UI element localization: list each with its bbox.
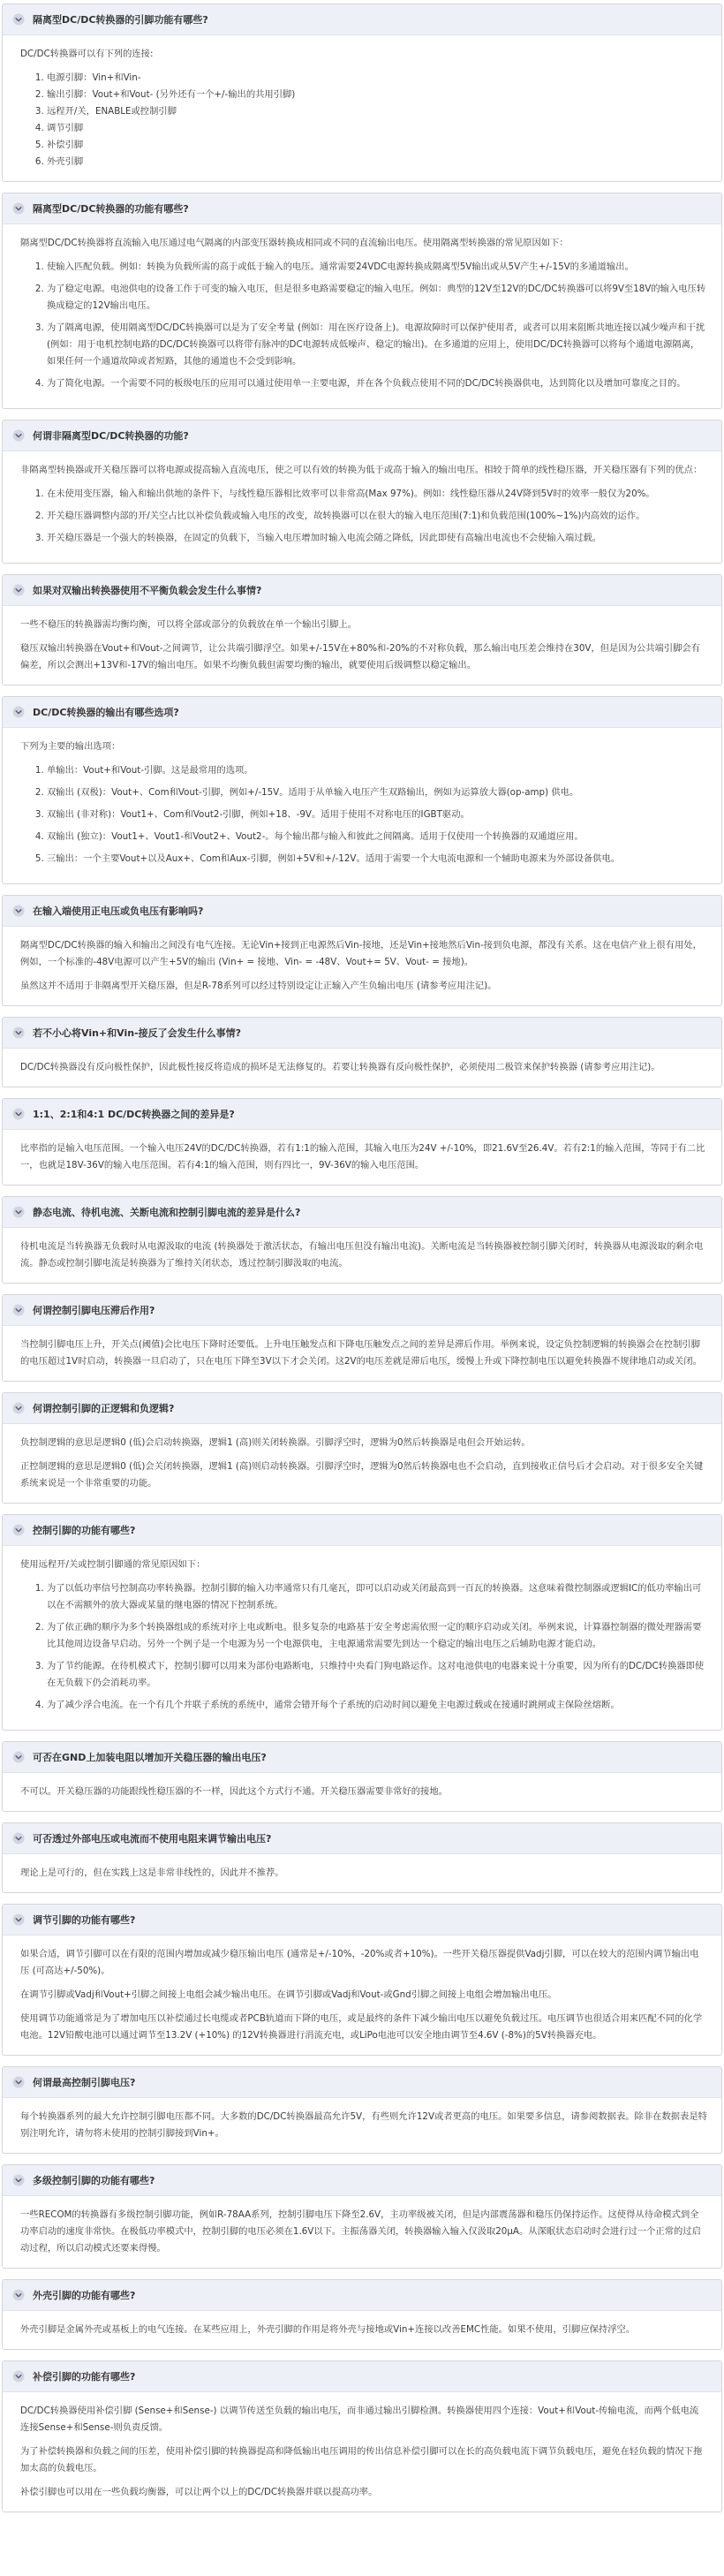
faq-question-header[interactable] <box>3 2280 721 2311</box>
answer-paragraph: 如果合适，调节引脚可以在有限的范围内增加或减少稳压输出电压 (通常是+/-10%，-20%或者+10%)。一些开关稳压器提供Vadj引脚，可以在较大的范围内调节输出电压 (可高达+/-50%)。 <box>20 1949 699 1976</box>
answer-paragraph: 非隔离型转换器或开关稳压器可以将电源或提高输入直流电压，使之可以有效的转换为低于或高于输入的输出电压。相较于简单的线性稳压器，开关稳压器有下列的优点： <box>20 465 703 475</box>
answer-list-item: 3. 为了节约能源。在待机模式下，控制引脚可以用来为部份电路断电，只维持中央看门狗电路运作。这对电池供电的电器来说十分重要，因为所有的DC/DC转换器即使在无负载下仍会消耗功率。 <box>47 1658 707 1692</box>
faq-question-text: 隔离型DC/DC转换器的功能有哪些? <box>33 203 189 215</box>
answer-paragraph: 使用远程开/关或控制引脚通的常见原因如下： <box>20 1559 206 1570</box>
answer-list-item: 1. 在未使用变压器，输入和输出供地的条件下，与线性稳压器相比效率可以非常高(Max 97%)。例如：线性稳压器从24V降到5V时的效率一般仅为20%。 <box>47 486 707 503</box>
faq-question-text: 在输入端使用正电压或负电压有影响吗? <box>33 905 204 917</box>
faq-answer <box>3 606 721 685</box>
chevron-down-icon[interactable] <box>12 1027 25 1039</box>
answer-paragraph: 比率指的是输入电压范围。一个输入电压24V的DC/DC转换器，若有1:1的输入范围，其输入电压为24V +/-10%，即21.6V至26.4V。若有2:1的输入范围，等同于有二比一，也就是18V-36V的输入电压范围。若有4:1的输入范围，则有四比一，9V-36V的输入电压范围。 <box>20 1143 705 1171</box>
answer-paragraph: 正控制逻辑的意思是逻辑0 (低)会关闭转换器，逻辑1 (高)则启动转换器。引脚浮空时，逻辑为0然后转换器电也不会启动，直到接收正信号后才会启动。对于很多安全关键系统来说是一个非常重要的功能。 <box>20 1461 704 1489</box>
answer-list-item: 3. 为了隔离电源，使用隔离型DC/DC转换器可以是为了安全考量 (例如：用在医疗设备上)。电源故障时可以保护使用者，或者可以用来阻断共地连接以减少噪声和干扰 (例如：用于电机控制电路的DC/DC转换器可以将带有脉冲的DC电源转成低噪声、稳定的输出)。在多通道的应用上，使用DC/DC转换器可以将每个通道电源隔离，如果任何一个通道故障或者短路，其他的通道也不会受到影响。 <box>47 320 707 370</box>
faq-question-header[interactable] <box>3 1295 721 1326</box>
answer-list-item: 2. 为了依正确的顺序为多个转换器组成的系统对序上电或断电。很多复杂的电路基于安全考虑需依照一定的顺序启动或关闭。举例来说，计算器控制器的微处理器需要比其他周边设备早启动。另外一个例子是一个电源为另一个电源供电，主电源通常需要先到达一个稳定的输出电压之后辅助电源才能启动。 <box>47 1619 707 1653</box>
faq-question-text: 何谓非隔离型DC/DC转换器的功能? <box>33 430 189 442</box>
faq-answer <box>3 1773 721 1811</box>
answer-paragraph: 补偿引脚也可以用在一些负载均衡器，可以让两个以上的DC/DC转换器并联以提高功率。 <box>20 2487 378 2497</box>
chevron-down-icon[interactable] <box>12 2370 25 2383</box>
faq-answer <box>3 224 721 408</box>
answer-list <box>20 486 707 547</box>
faq-item <box>2 2360 722 2512</box>
faq-question-header[interactable] <box>3 2067 721 2098</box>
faq-answer <box>3 1228 721 1283</box>
answer-paragraph: 使用调节功能通常是为了增加电压以补偿通过长电缆或者PCB轨道而下降的电压，或是最终的条件下减少输出电压以避免负载过压。电压调节也很适合用来匹配不同的化学电池。12V铅酸电池可以通过调节至13.2V (+10%) 的12V转换器进行涓流充电，或LiPo电池可以安全地由调节至4.6V (-8%)的5V转换器充电。 <box>20 2013 703 2041</box>
faq-answer <box>3 728 721 883</box>
answer-paragraph: DC/DC转换器使用补偿引脚 (Sense+和Sense-) 以调节传送至负载的输出电压，而非通过输出引脚检测。转换器使用四个连接：Vout+和Vout-传输电流，而两个低电流连接Sense+和Sense-则负责反馈。 <box>20 2406 699 2433</box>
faq-answer <box>3 927 721 1005</box>
answer-paragraph: 为了补偿转换器和负载之间的压差，使用补偿引脚的转换器提高和降低输出电压调用的传出信息补偿引脚可以在长的高负载电流下调节负载电压，避免在轻负载的情况下拖加太高的负载电压。 <box>20 2446 703 2474</box>
answer-paragraph: 一些不稳压的转换器需均衡均衡，可以将全部或部分的负载放在单一个输出引脚上。 <box>20 619 357 630</box>
faq-question-text: 若不小心将Vin+和Vin-接反了会发生什么事情? <box>33 1027 242 1039</box>
answer-list-item: 2. 开关稳压器调整内部的开/关空占比以补偿负载或输入电压的改变，故转换器可以在很大的输入电压范围(7:1)和负载范围(100%~1%)内高效的运作。 <box>47 508 707 525</box>
faq-question-text: 何谓最高控制引脚电压? <box>33 2077 136 2088</box>
faq-item <box>2 574 722 686</box>
faq-item <box>2 1741 722 1812</box>
answer-list-item: 4. 为了简化电源。一个需要不同的板级电压的应用可以通过使用单一主要电源，并在各个负载点使用不同的DC/DC转换器供电，达到简化以及增加可靠度之目的。 <box>47 375 707 392</box>
chevron-down-icon[interactable] <box>12 1832 25 1845</box>
faq-item <box>2 1017 722 1087</box>
faq-answer <box>3 1936 721 2055</box>
faq-item <box>2 1392 722 1504</box>
faq-question-header[interactable] <box>3 193 721 224</box>
faq-answer <box>3 1546 721 1730</box>
faq-item <box>2 1514 722 1731</box>
faq-answer <box>3 1424 721 1503</box>
answer-list-item: 3. 远程开/关，ENABLE或控制引脚 <box>47 103 707 120</box>
chevron-down-icon[interactable] <box>12 584 25 596</box>
faq-question-header[interactable] <box>3 1018 721 1049</box>
answer-list <box>20 1580 707 1714</box>
faq-question-text: 调节引脚的功能有哪些? <box>33 1914 136 1926</box>
chevron-down-icon[interactable] <box>12 429 25 442</box>
faq-question-text: 补偿引脚的功能有哪些? <box>33 2371 136 2383</box>
faq-question-text: 1:1、2:1和4:1 DC/DC转换器之间的差异是? <box>33 1109 235 1120</box>
faq-item <box>2 1196 722 1284</box>
answer-list-item: 1. 单输出：Vout+和Vout-引脚。这是最常用的选项。 <box>47 762 707 779</box>
chevron-down-icon[interactable] <box>12 1402 25 1414</box>
answer-paragraph: 外壳引脚是金属外壳或基板上的电气连接。在某些应用上，外壳引脚的作用是将外壳与接地或Vin+连接以改善EMC性能。如果不使用，引脚应保持浮空。 <box>20 2324 636 2335</box>
faq-question-text: 如果对双输出转换器使用不平衡负载会发生什么事情? <box>33 585 262 596</box>
faq-question-text: 何谓控制引脚电压滞后作用? <box>33 1305 155 1316</box>
faq-item <box>2 2066 722 2154</box>
faq-question-header[interactable] <box>3 1197 721 1228</box>
answer-list-item: 2. 输出引脚：Vout+和Vout- (另外还有一个+/-输出的共用引脚) <box>47 87 707 103</box>
answer-list <box>20 70 707 170</box>
faq-answer <box>3 1326 721 1381</box>
faq-question-text: DC/DC转换器的输出有哪些选项? <box>33 707 179 718</box>
faq-item <box>2 895 722 1006</box>
faq-answer <box>3 35 721 181</box>
faq-answer <box>3 2196 721 2268</box>
chevron-down-icon[interactable] <box>12 1206 25 1218</box>
chevron-down-icon[interactable] <box>12 2289 25 2301</box>
answer-list-item: 3. 开关稳压器是一个强大的转换器，在固定的负载下，当输入电压增加时输入电流会随之降低，因此即使有高输出电流也不会使输入端过载。 <box>47 530 707 547</box>
faq-question-header[interactable] <box>3 1742 721 1773</box>
faq-question-header[interactable] <box>3 1099 721 1130</box>
answer-paragraph: 当控制引脚电压上升，开关点(阈值)会比电压下降时还要低。上升电压触发点和下降电压触发点之间的差异是滞后作用。举例来说，设定负控制逻辑的转换器会在控制引脚的电压超过1V时启动，转换器一旦启动了，只在电压下降至3V以下才会关闭。这2V的电压差就是滞后电压，缓慢上升或下降控制电压以避免转换器不规律地启动或关闭。 <box>20 1339 702 1367</box>
answer-paragraph: 虽然这并不适用于非隔离型开关稳压器，但是R-78系列可以经过特别设定让正输入产生负输出电压 (请参考应用注记)。 <box>20 981 497 991</box>
answer-list <box>20 762 707 868</box>
faq-question-header[interactable] <box>3 420 721 451</box>
answer-paragraph: 一些RECOM的转换器有多级控制引脚功能，例如R-78AA系列，控制引脚电压下降至2.6V，主功率级被关闭，但是内部震荡器和稳压仍保持运作。这使得从待命模式到全功率启动的速度非常快。在极低功率模式中，控制引脚的电压必须在1.6V以下。主振荡器关闭，转换器输入输入仅汲取20μA。从深眠状态启动时会进行过一个正常的过启动过程，所以启动模式还要来得慢。 <box>20 2209 701 2254</box>
answer-list <box>20 259 707 392</box>
answer-list-item: 5. 补偿引脚 <box>47 137 707 154</box>
chevron-down-icon[interactable] <box>12 1751 25 1763</box>
answer-list-item: 4. 调节引脚 <box>47 120 707 137</box>
faq-item <box>2 1098 722 1186</box>
answer-list-item: 6. 外壳引脚 <box>47 154 707 170</box>
answer-paragraph: 隔离型DC/DC转换器的输入和输出之间没有电气连接。无论Vin+接到正电源然后Vin-接地，还是Vin+接地然后Vin-接到负电源，都没有关系。这在电信产业上很有用处，例如，一个标准的-48V电源可以产生+5V的输出 (Vin+ = 接地、Vin- = -48V、Vout+= 5V、Vout- = 接地)。 <box>20 940 702 967</box>
faq-answer <box>3 2311 721 2349</box>
faq-answer <box>3 1854 721 1892</box>
faq-question-header[interactable] <box>3 2361 721 2392</box>
answer-list-item: 4. 为了减少浮合电流。在一个有几个并联子系统的系统中，通常会错开每个子系统的启动时间以避免主电源过载或在接通时跳闸或主保险丝熔断。 <box>47 1697 707 1714</box>
answer-paragraph: 稳压双输出转换器在Vout+和Vout-之间调节，让公共端引脚浮空。如果+/-15V在+80%和-20%的不对称负载，那么输出电压差会维持在30V，但是因为公共端引脚会有偏差，所以会测出+13V和-17V的输出电压。如果不均衡负载但需要均衡的输出，就要使用后级调整以稳定输出。 <box>20 643 700 671</box>
chevron-down-icon[interactable] <box>12 706 25 718</box>
faq-item <box>2 4 722 182</box>
answer-list-item: 1. 使输入匹配负载。例如：转换为负载所需的高于或低于输入的电压。通常需要24VDC电源转换成隔离型5V输出或从5V产生+/-15V的多通道输出。 <box>47 259 707 276</box>
faq-answer <box>3 2392 721 2512</box>
faq-item <box>2 1294 722 1382</box>
faq-answer <box>3 1130 721 1185</box>
faq-item <box>2 420 722 564</box>
chevron-down-icon[interactable] <box>12 13 25 26</box>
answer-list-item: 5. 三输出：一个主要Vout+以及Aux+、Com和Aux-引脚，例如+5V和+/-12V。适用于需要一个大电流电源和一个辅助电源来为外部设备供电。 <box>47 851 707 868</box>
faq-question-header[interactable] <box>3 575 721 606</box>
chevron-down-icon[interactable] <box>12 905 25 917</box>
faq-answer <box>3 1049 721 1087</box>
faq-item <box>2 193 722 409</box>
answer-list-item: 3. 双输出 (非对称)：Vout1+、Com和Vout2-引脚，例如+18、-9V。适用于使用不对称电压的IGBT驱动。 <box>47 807 707 823</box>
faq-question-text: 可否在GND上加装电阻以增加开关稳压器的输出电压? <box>33 1752 267 1763</box>
faq-question-header[interactable] <box>3 896 721 927</box>
faq-answer <box>3 2098 721 2153</box>
faq-question-header[interactable] <box>3 697 721 728</box>
chevron-down-icon[interactable] <box>12 1524 25 1536</box>
answer-paragraph: 待机电流是当转换器无负载时从电源汲取的电流 (转换器处于激活状态，有输出电压但没有输出电流)。关断电流是当转换器被控制引脚关闭时，转换器从电源汲取的剩余电流。静态或控制引脚电流是转换器为了维持关闭状态，透过控制引脚汲取的电流。 <box>20 1241 704 1269</box>
answer-paragraph: 隔离型DC/DC转换器将直流输入电压通过电气隔离的内部变压器转换成相同或不同的直流输出电压。使用隔离型转换器的常见原因如下： <box>20 238 569 248</box>
faq-item <box>2 1822 722 1893</box>
chevron-down-icon[interactable] <box>12 2076 25 2088</box>
answer-paragraph: DC/DC转换器可以有下列的连接: <box>20 49 154 59</box>
faq-question-text: 控制引脚的功能有哪些? <box>33 1525 136 1536</box>
faq-item <box>2 2164 722 2269</box>
chevron-down-icon[interactable] <box>12 1304 25 1316</box>
faq-question-text: 何谓控制引脚的正逻辑和负逻辑? <box>33 1403 175 1414</box>
faq-question-header[interactable] <box>3 1515 721 1546</box>
faq-question-text: 隔离型DC/DC转换器的引脚功能有哪些? <box>33 14 208 26</box>
faq-question-text: 多级控制引脚的功能有哪些? <box>33 2175 155 2186</box>
faq-item <box>2 696 722 884</box>
faq-question-header[interactable] <box>3 2165 721 2196</box>
answer-paragraph: 下列为主要的输出选项： <box>20 741 121 752</box>
answer-list-item: 2. 为了稳定电源。电池供电的设备工作于可变的输入电压，但是很多电路需要稳定的输入电压。例如：典型的12V至12V的DC/DC转换器可以将9V至18V的输入电压转换成稳定的12V输出电压。 <box>47 281 707 314</box>
faq-question-header[interactable] <box>3 1905 721 1936</box>
faq-item <box>2 2279 722 2350</box>
faq-question-text: 外壳引脚的功能有哪些? <box>33 2290 136 2301</box>
faq-answer <box>3 451 721 563</box>
chevron-down-icon[interactable] <box>12 2174 25 2186</box>
answer-paragraph: 理论上是可行的，但在实践上这是非常非线性的，因此并不推荐。 <box>20 1868 284 1878</box>
chevron-down-icon[interactable] <box>12 1913 25 1926</box>
faq-question-header[interactable] <box>3 4 721 35</box>
chevron-down-icon[interactable] <box>12 1108 25 1120</box>
answer-paragraph: DC/DC转换器没有反向极性保护，因此极性接反将造成的损坏是无法修复的。若要让转换器有反向极性保护，必须使用二极管来保护转换器 (请参考应用注记)。 <box>20 1062 660 1072</box>
faq-question-text: 静态电流、待机电流、关断电流和控制引脚电流的差异是什么? <box>33 1207 301 1218</box>
faq-question-header[interactable] <box>3 1823 721 1854</box>
chevron-down-icon[interactable] <box>12 202 25 215</box>
answer-paragraph: 在调节引脚或Vadj和Vout+引脚之间接上电组会减少输出电压。在调节引脚或Vadj和Vout-或Gnd引脚之间接上电组会增加输出电压。 <box>20 1989 557 2000</box>
answer-list-item: 4. 双输出 (独立)：Vout1+、Vout1-和Vout2+、Vout2-。每个输出都与输入和彼此之间隔离。适用于仅使用一个转换器的双通道应用。 <box>47 829 707 845</box>
faq-question-header[interactable] <box>3 1393 721 1424</box>
faq-item <box>2 1904 722 2056</box>
answer-paragraph: 负控制逻辑的意思是逻辑0 (低)会启动转换器，逻辑1 (高)则关闭转换器。引脚浮空时，逻辑为0然后转换器是电但会开始运转。 <box>20 1437 531 1448</box>
answer-list-item: 2. 双输出 (双极)：Vout+、Com和Vout-引脚，例如+/-15V。适用于从单输入电压产生双路输出，例如为运算放大器(op-amp) 供电。 <box>47 784 707 801</box>
answer-list-item: 1. 为了以低功率信号控制高功率转换器。控制引脚的输入功率通常只有几毫瓦，即可以启动或关闭最高到一百瓦的转换器。这意味着微控制器或逻辑IC的低功率输出可以在不需额外的放大器或某量的继电器的情况下控制系统。 <box>47 1580 707 1614</box>
answer-paragraph: 不可以。开关稳压器的功能跟线性稳压器的不一样，因此这个方式行不通。开关稳压器需要非常好的接地。 <box>20 1786 448 1797</box>
answer-list-item: 1. 电源引脚：Vin+和Vin- <box>47 70 707 87</box>
faq-question-text: 可否透过外部电压或电流而不使用电阻来调节输出电压? <box>33 1833 272 1845</box>
answer-paragraph: 每个转换器系列的最大允许控制引脚电压都不同。大多数的DC/DC转换器最高允许5V，有些则允许12V或者更高的电压。如果要多信息，请参阅数据表。除非在数据表是特别注明允许，请勿将未使用的控制引脚接到Vin+。 <box>20 2111 707 2139</box>
